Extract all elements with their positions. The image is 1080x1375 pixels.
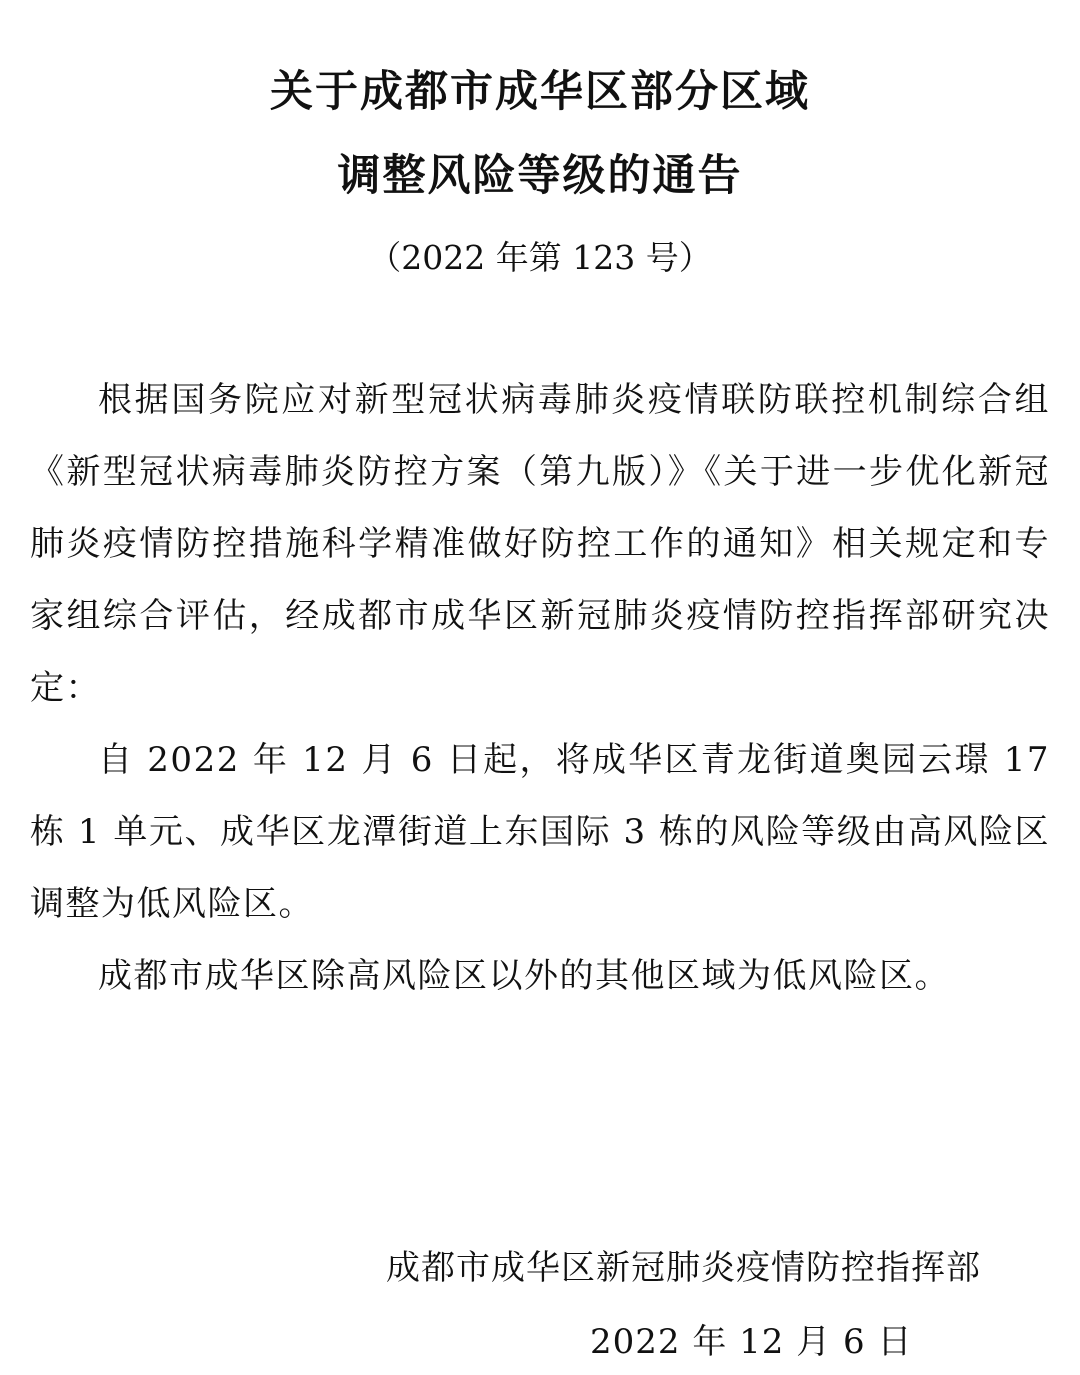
document-number: （2022 年第 123 号） (368, 238, 712, 277)
body-paragraph-low-risk (30, 940, 1050, 1012)
issuer-signature: 成都市成华区新冠肺炎疫情防控指挥部 (386, 1248, 981, 1288)
paragraph-text: 根据国务院应对新型冠状病毒肺炎疫情联防联控机制综合组《新型冠状病毒肺炎防控方案（第九版）》《关于进一步优化新冠肺炎疫情防控措施科学精准做好防控工作的通知》相关规定和专家组综合评估，经成都市成华区新冠肺炎疫情防控指挥部研究决定： (30, 380, 1050, 708)
paragraph-text: 自 2022 年 12 月 6 日起，将成华区青龙街道奥园云璟 17 栋 1 单元、成华区龙潭街道上东国际 3 栋的风险等级由高风险区调整为低风险区。 (30, 740, 1050, 924)
body-paragraph-decision (30, 724, 1050, 940)
issue-date: 2022 年 12 月 6 日 (590, 1322, 913, 1362)
paragraph-text: 成都市成华区除高风险区以外的其他区域为低风险区。 (98, 956, 950, 996)
body-paragraph-basis (30, 364, 1050, 724)
notice-title-line-2: 调整风险等级的通告 (337, 151, 743, 201)
notice-title-line-1: 关于成都市成华区部分区域 (270, 67, 810, 117)
